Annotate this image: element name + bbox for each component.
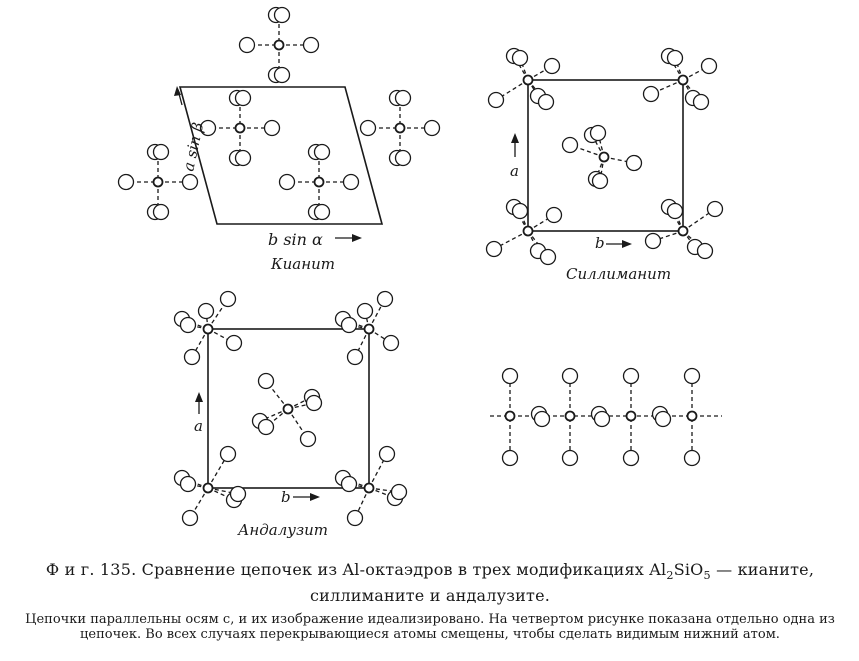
aluminium-atom [275, 41, 284, 50]
oxygen-atom [344, 175, 359, 190]
oxygen-atom [236, 91, 251, 106]
oxygen-atom [384, 336, 399, 351]
oxygen-atom [708, 202, 723, 217]
oxygen-atom [181, 318, 196, 333]
oxygen-atom [348, 511, 363, 526]
oxygen-atom [396, 151, 411, 166]
sillimanite-name: Силлиманит [566, 265, 672, 283]
oxygen-atom [668, 204, 683, 219]
oxygen-atom [392, 485, 407, 500]
aluminium-atom [524, 227, 533, 236]
oxygen-atom [181, 477, 196, 492]
oxygen-atom [563, 369, 578, 384]
aluminium-atom [688, 412, 697, 421]
sillimanite-axis-a-label: a [510, 162, 519, 180]
oxygen-atom [593, 174, 608, 189]
aluminium-atom [315, 178, 324, 187]
oxygen-atom [539, 95, 554, 110]
kyanite-axis-a-label: a sin β [179, 120, 208, 173]
oxygen-atom [563, 138, 578, 153]
oxygen-atom [380, 447, 395, 462]
oxygen-atom [547, 208, 562, 223]
oxygen-atom [358, 304, 373, 319]
aluminium-atom [365, 325, 374, 334]
oxygen-atom [231, 487, 246, 502]
kyanite-panel [119, 8, 440, 274]
oxygen-atom [378, 292, 393, 307]
oxygen-atom [513, 51, 528, 66]
andalusite-name: Андалузит [238, 521, 329, 539]
oxygen-atom [154, 145, 169, 160]
oxygen-atom [489, 93, 504, 108]
aluminium-atom [506, 412, 515, 421]
single-chain-panel [490, 369, 722, 466]
oxygen-atom [154, 205, 169, 220]
oxygen-atom [221, 292, 236, 307]
caption-note: Цепочки параллельны осям c, и их изображение идеализировано. На четвертом рисунке показана отдельно одна из цепочек. Во всех случаях перекрывающиеся атомы смещены, чтобы сделать видимым нижний атом. [25, 612, 835, 643]
sillimanite-axis-b-label: b [595, 234, 605, 252]
oxygen-atom [259, 374, 274, 389]
oxygen-atom [304, 38, 319, 53]
oxygen-atom [259, 420, 274, 435]
aluminium-atom [679, 76, 688, 85]
aluminium-atom [204, 325, 213, 334]
oxygen-atom [591, 126, 606, 141]
aluminium-atom [679, 227, 688, 236]
oxygen-atom [685, 451, 700, 466]
aluminium-atom [236, 124, 245, 133]
oxygen-atom [545, 59, 560, 74]
oxygen-atom [627, 156, 642, 171]
aluminium-atom [154, 178, 163, 187]
oxygen-atom [119, 175, 134, 190]
oxygen-atom [535, 412, 550, 427]
oxygen-atom [301, 432, 316, 447]
aluminium-atom [566, 412, 575, 421]
oxygen-atom [503, 451, 518, 466]
oxygen-atom [315, 145, 330, 160]
aluminium-atom [600, 153, 609, 162]
kyanite-axis-b-label: b sin α [268, 230, 323, 249]
oxygen-atom [183, 511, 198, 526]
andalusite-axis-b-label: b [281, 488, 291, 506]
oxygen-atom [702, 59, 717, 74]
oxygen-atom [668, 51, 683, 66]
kyanite-name: Кианит [271, 255, 335, 273]
figure-caption [20, 560, 840, 642]
oxygen-atom [199, 304, 214, 319]
oxygen-atom [425, 121, 440, 136]
aluminium-atom [627, 412, 636, 421]
oxygen-atom [503, 369, 518, 384]
oxygen-atom [307, 396, 322, 411]
oxygen-atom [396, 91, 411, 106]
aluminium-atom [365, 484, 374, 493]
oxygen-atom [646, 234, 661, 249]
oxygen-atom [361, 121, 376, 136]
aluminium-atom [284, 405, 293, 414]
oxygen-atom [183, 175, 198, 190]
oxygen-atom [694, 95, 709, 110]
oxygen-atom [656, 412, 671, 427]
oxygen-atom [221, 447, 236, 462]
oxygen-atom [685, 369, 700, 384]
oxygen-atom [227, 336, 242, 351]
oxygen-atom [698, 244, 713, 259]
oxygen-atom [563, 451, 578, 466]
oxygen-atom [342, 318, 357, 333]
oxygen-atom [275, 68, 290, 83]
oxygen-atom [265, 121, 280, 136]
oxygen-atom [644, 87, 659, 102]
oxygen-atom [487, 242, 502, 257]
oxygen-atom [342, 477, 357, 492]
sillimanite-panel [487, 49, 723, 284]
oxygen-atom [236, 151, 251, 166]
oxygen-atom [275, 8, 290, 23]
oxygen-atom [595, 412, 610, 427]
oxygen-atom [280, 175, 295, 190]
aluminium-atom [396, 124, 405, 133]
caption-title: Ф и г. 135. Сравнение цепочек из Al-октаэдров в трех модификациях $Al_2SiO_5$ — кианите, силлиманите и андалузите. [45, 560, 815, 606]
oxygen-atom [240, 38, 255, 53]
andalusite-panel [175, 292, 407, 540]
oxygen-atom [185, 350, 200, 365]
andalusite-axis-a-label: a [194, 417, 203, 435]
oxygen-atom [624, 369, 639, 384]
kyanite-unit-cell [180, 87, 382, 224]
oxygen-atom [315, 205, 330, 220]
aluminium-atom [204, 484, 213, 493]
oxygen-atom [541, 250, 556, 265]
aluminium-atom [524, 76, 533, 85]
oxygen-atom [513, 204, 528, 219]
oxygen-atom [624, 451, 639, 466]
oxygen-atom [348, 350, 363, 365]
